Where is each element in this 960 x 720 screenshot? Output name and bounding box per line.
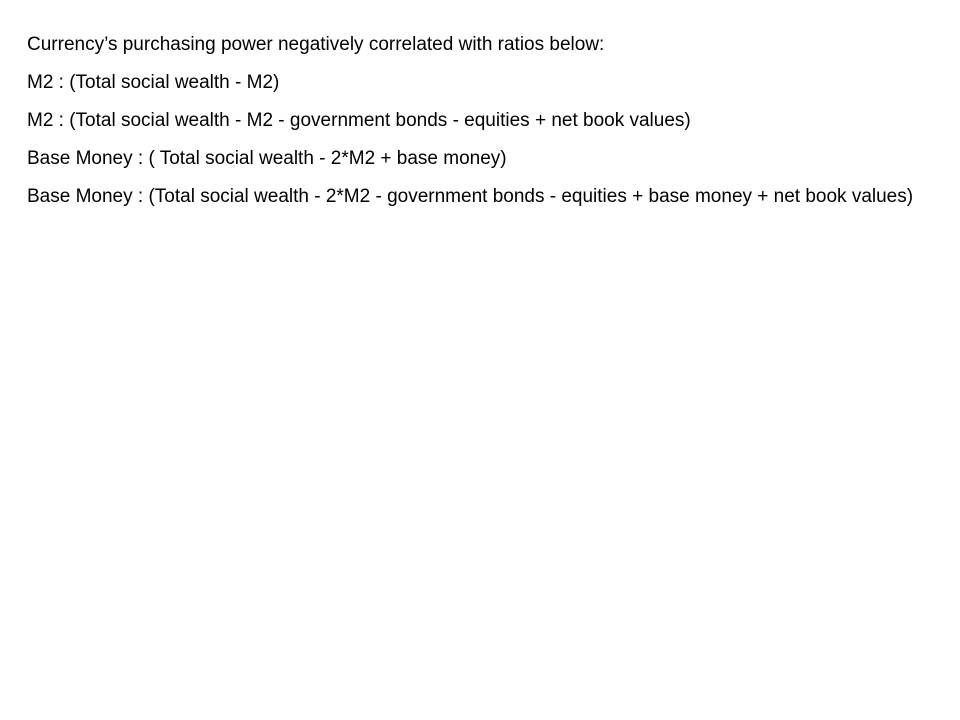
ratio-paragraph-2: M2 : (Total social wealth - M2 - government bonds - equities + net book values) [27,110,691,131]
ratio-paragraph-4: Base Money : (Total social wealth - 2*M2 - government bonds - equities + base money + net book values) [27,186,914,207]
ratio-paragraph-3: Base Money : ( Total social wealth - 2*M2 + base money) [27,148,507,169]
slide-text-body [27,31,935,221]
intro-paragraph: Currency’s purchasing power negatively correlated with ratios below: [27,34,605,55]
ratio-paragraph-1: M2 : (Total social wealth - M2) [27,72,280,93]
